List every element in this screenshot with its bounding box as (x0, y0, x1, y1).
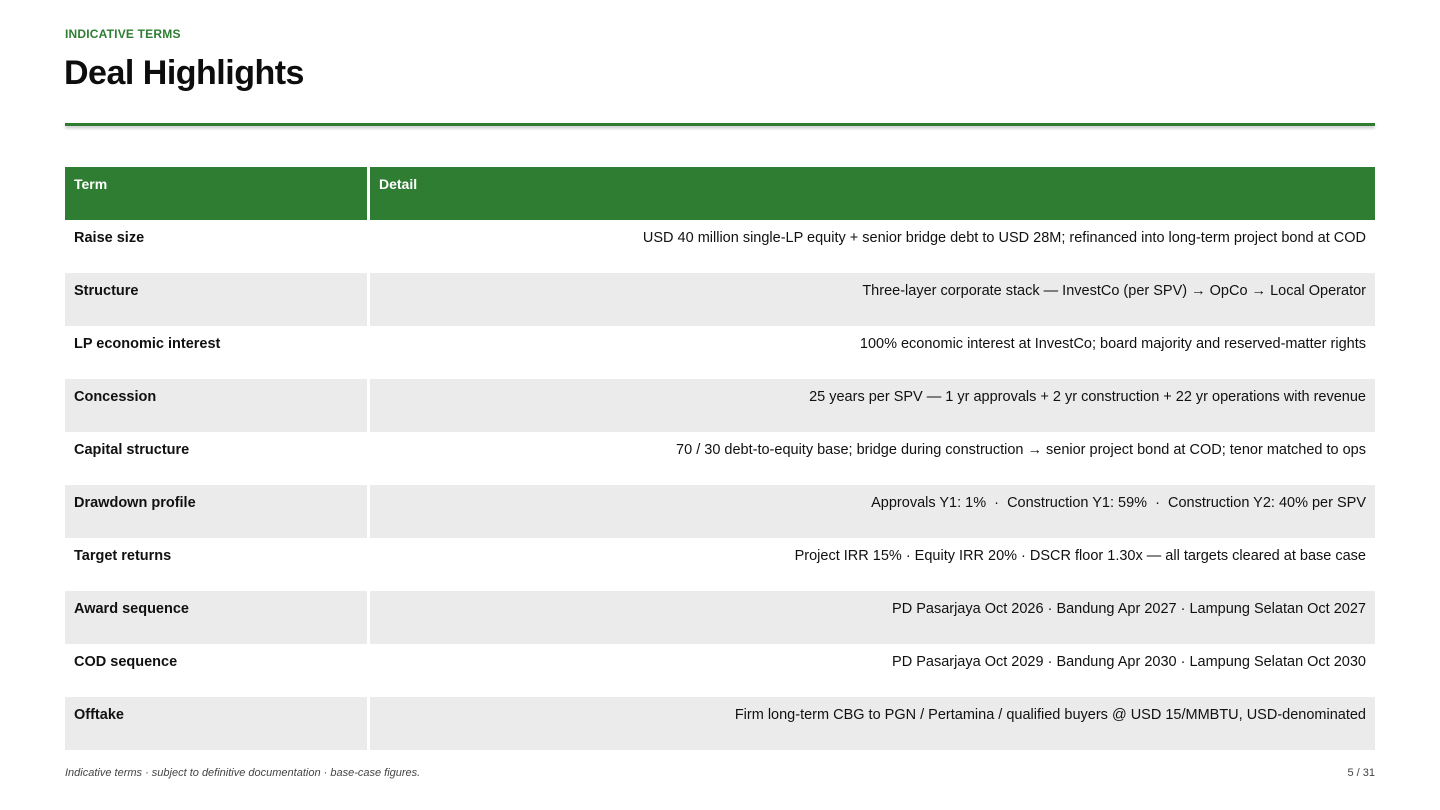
detail-cell: USD 40 million single-LP equity + senior bridge debt to USD 28M; refinanced into long-term project bond at COD (367, 220, 1375, 273)
deal-terms-table (65, 167, 1375, 750)
detail-cell: Firm long-term CBG to PGN / Pertamina / qualified buyers @ USD 15/MMBTU, USD-denominated (367, 697, 1375, 750)
term-cell: Raise size (74, 230, 145, 246)
column-header-term: Term (65, 167, 367, 220)
table-row (65, 273, 1375, 326)
detail-cell: 100% economic interest at InvestCo; board majority and reserved-matter rights (367, 326, 1375, 379)
term-cell: Concession (65, 379, 367, 432)
term-cell: COD sequence (74, 654, 178, 670)
term-cell: Structure (65, 273, 367, 326)
term-cell: Offtake (65, 697, 367, 750)
table-row (65, 326, 1375, 379)
table-row (65, 379, 1375, 432)
table-row (65, 432, 1375, 485)
column-header-detail: Detail (367, 167, 1375, 220)
detail-cell: Project IRR 15% · Equity IRR 20% · DSCR floor 1.30x — all targets cleared at base case (367, 538, 1375, 591)
page-title: Deal Highlights (64, 54, 304, 92)
term-cell: Drawdown profile (65, 485, 367, 538)
table-row (65, 697, 1375, 750)
term-cell: LP economic interest (74, 336, 221, 352)
detail-cell: Three-layer corporate stack — InvestCo (per SPV) → OpCo → Local Operator (367, 273, 1375, 326)
detail-cell: Approvals Y1: 1% · Construction Y1: 59% · Construction Y2: 40% per SPV (367, 485, 1375, 538)
table-row (65, 538, 1375, 591)
detail-cell: 25 years per SPV — 1 yr approvals + 2 yr construction + 22 yr operations with revenue (367, 379, 1375, 432)
detail-cell: PD Pasarjaya Oct 2026 · Bandung Apr 2027 · Lampung Selatan Oct 2027 (367, 591, 1375, 644)
page-number: 5 / 31 (1347, 767, 1375, 779)
term-cell: Award sequence (65, 591, 367, 644)
term-cell: Capital structure (74, 442, 190, 458)
title-divider (65, 123, 1375, 126)
footer-disclaimer: Indicative terms · subject to definitive documentation · base-case figures. (65, 767, 421, 779)
term-cell: Target returns (74, 548, 172, 564)
table-header-row (65, 167, 1375, 220)
table-row (65, 220, 1375, 273)
section-eyebrow: INDICATIVE TERMS (65, 27, 181, 41)
detail-cell: PD Pasarjaya Oct 2029 · Bandung Apr 2030 · Lampung Selatan Oct 2030 (367, 644, 1375, 697)
table-row (65, 591, 1375, 644)
table-row (65, 485, 1375, 538)
detail-cell: 70 / 30 debt-to-equity base; bridge during construction → senior project bond at COD; tenor matched to ops (367, 432, 1375, 485)
table-row (65, 644, 1375, 697)
